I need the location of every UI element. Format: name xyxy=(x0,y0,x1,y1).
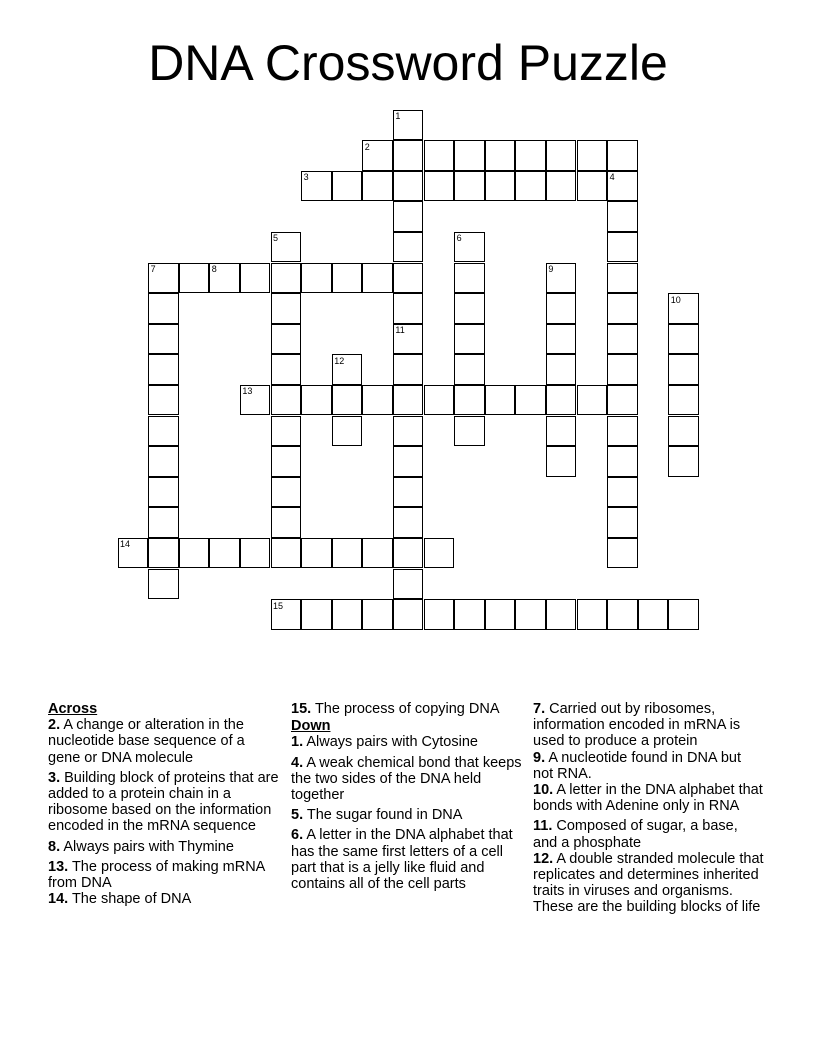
clue-across-2 xyxy=(48,717,280,766)
clue-text: Always pairs with Thymine xyxy=(63,838,234,855)
grid-cell[interactable] xyxy=(485,599,516,630)
grid-cell[interactable] xyxy=(148,416,179,447)
grid-cell[interactable] xyxy=(424,140,455,171)
grid-cell[interactable] xyxy=(393,477,424,508)
grid-cell[interactable] xyxy=(546,171,577,202)
clue-number-label: 2 xyxy=(364,141,370,152)
clue-text: A change or alteration in the nucleotide base sequence of a gene or DNA molecule xyxy=(48,717,245,766)
clue-down-12 xyxy=(533,851,765,916)
clue-number: 1. xyxy=(291,734,304,751)
grid-cell[interactable] xyxy=(546,354,577,385)
clue-across-13 xyxy=(48,859,280,891)
grid-cell[interactable] xyxy=(393,538,424,569)
clue-number-label: 13 xyxy=(242,386,253,397)
grid-cell[interactable] xyxy=(454,171,485,202)
grid-cell[interactable] xyxy=(179,538,210,569)
grid-cell[interactable] xyxy=(393,507,424,538)
grid-cell[interactable] xyxy=(515,385,546,416)
clue-number-label: 12 xyxy=(334,355,345,366)
grid-cell[interactable] xyxy=(393,140,424,171)
clue-number-label: 4 xyxy=(609,172,615,183)
clue-number-label: 5 xyxy=(273,233,279,244)
clue-number-label: 6 xyxy=(456,233,462,244)
clue-across-15 xyxy=(291,701,531,717)
grid-cell[interactable] xyxy=(148,324,179,355)
clue-number: 7. xyxy=(533,701,546,717)
grid-cell[interactable] xyxy=(148,446,179,477)
grid-cell[interactable] xyxy=(393,569,424,600)
grid-cell[interactable] xyxy=(209,538,240,569)
grid-cell[interactable] xyxy=(393,416,424,447)
grid-cell[interactable] xyxy=(424,538,455,569)
grid-cell[interactable] xyxy=(271,385,302,416)
grid-cell[interactable] xyxy=(148,293,179,324)
grid-cell[interactable] xyxy=(577,171,608,202)
grid-cell[interactable] xyxy=(485,140,516,171)
clue-text: Always pairs with Cytosine xyxy=(306,734,478,751)
grid-cell[interactable] xyxy=(271,446,302,477)
grid-cell[interactable] xyxy=(362,171,393,202)
grid-cell[interactable] xyxy=(301,385,332,416)
grid-cell[interactable] xyxy=(607,324,638,355)
clue-number: 5. xyxy=(291,807,304,824)
grid-cell[interactable] xyxy=(362,599,393,630)
clue-text: The process of copying DNA xyxy=(314,701,500,717)
clue-number-label: 14 xyxy=(120,539,131,550)
clue-number: 6. xyxy=(291,827,304,844)
grid-cell[interactable] xyxy=(515,599,546,630)
clue-number-label: 7 xyxy=(150,264,156,274)
grid-cell[interactable] xyxy=(546,140,577,171)
grid-cell[interactable] xyxy=(362,263,393,294)
grid-cell[interactable] xyxy=(301,263,332,294)
clue-text: The sugar found in DNA xyxy=(306,807,463,824)
grid-cell[interactable] xyxy=(393,232,424,263)
grid-cell[interactable] xyxy=(668,385,699,416)
clue-column-2 xyxy=(291,701,531,896)
grid-cell[interactable] xyxy=(271,416,302,447)
clue-text: Composed of sugar, a base, and a phosphate xyxy=(533,818,738,851)
grid-cell[interactable] xyxy=(454,293,485,324)
grid-cell[interactable] xyxy=(607,599,638,630)
grid-cell[interactable] xyxy=(148,385,179,416)
grid-cell[interactable] xyxy=(332,171,363,202)
clue-down-10 xyxy=(533,782,765,814)
clue-text: A letter in the DNA alphabet that has the same first letters of a cell part that is a jelly like fluid and contains all of the cell parts xyxy=(291,827,513,893)
clue-number-label: 10 xyxy=(670,294,681,305)
grid-cell[interactable] xyxy=(607,140,638,171)
grid-cell[interactable] xyxy=(515,171,546,202)
grid-cell[interactable] xyxy=(546,293,577,324)
grid-cell[interactable] xyxy=(546,446,577,477)
grid-cell[interactable] xyxy=(607,201,638,232)
grid-cell[interactable] xyxy=(301,538,332,569)
grid-cell[interactable] xyxy=(271,507,302,538)
clue-number: 13. xyxy=(48,858,69,875)
grid-cell[interactable] xyxy=(424,171,455,202)
grid-cell[interactable] xyxy=(393,446,424,477)
clue-text: Building block of proteins that are added to a protein chain in a ribosome based on the information encoded in the mRNA sequence xyxy=(48,769,279,835)
clue-down-5 xyxy=(291,807,531,823)
down-heading: Down xyxy=(291,718,331,735)
page-title: DNA Crossword Puzzle xyxy=(148,35,668,91)
grid-cell[interactable] xyxy=(577,140,608,171)
clue-down-1 xyxy=(291,734,531,750)
clue-number-label: 3 xyxy=(303,172,309,183)
clue-number-label: 1 xyxy=(395,111,401,121)
clue-across-14 xyxy=(48,891,280,907)
clue-number-label: 15 xyxy=(273,600,284,611)
clue-text: A letter in the DNA alphabet that bonds with Adenine only in RNA xyxy=(533,782,763,815)
grid-cell[interactable] xyxy=(607,293,638,324)
clue-number-label: 11 xyxy=(395,325,405,336)
clue-text: A weak chemical bond that keeps the two sides of the DNA held together xyxy=(291,754,522,804)
grid-cell[interactable] xyxy=(607,232,638,263)
clue-number: 12. xyxy=(533,850,554,867)
clue-text: The shape of DNA xyxy=(71,891,192,908)
clue-text: A double stranded molecule that replicates and determines inherited traits in viruses and organisms. These are the building blocks of life xyxy=(533,850,764,916)
grid-cell[interactable] xyxy=(546,385,577,416)
grid-cell[interactable] xyxy=(271,354,302,385)
clue-number: 9. xyxy=(533,749,546,766)
grid-cell[interactable] xyxy=(240,538,271,569)
grid-cell[interactable] xyxy=(577,599,608,630)
grid-cell[interactable] xyxy=(454,140,485,171)
grid-cell[interactable] xyxy=(607,385,638,416)
clue-across-3 xyxy=(48,770,280,835)
grid-cell[interactable] xyxy=(668,599,699,630)
grid-cell[interactable] xyxy=(332,599,363,630)
grid-cell[interactable] xyxy=(607,263,638,294)
grid-cell[interactable] xyxy=(393,263,424,294)
clue-number: 3. xyxy=(48,769,61,786)
grid-cell[interactable] xyxy=(393,201,424,232)
grid-cell[interactable] xyxy=(393,599,424,630)
clue-text: Carried out by ribosomes, information encoded in mRNA is used to produce a protein xyxy=(533,701,741,750)
grid-cell[interactable] xyxy=(271,477,302,508)
grid-cell[interactable] xyxy=(454,324,485,355)
clue-down-11 xyxy=(533,818,765,850)
grid-cell[interactable] xyxy=(393,385,424,416)
grid-cell[interactable] xyxy=(454,599,485,630)
clue-number-label: 8 xyxy=(211,264,217,274)
grid-cell[interactable] xyxy=(332,385,363,416)
grid-cell[interactable] xyxy=(362,538,393,569)
grid-cell[interactable] xyxy=(668,416,699,447)
grid-cell[interactable] xyxy=(546,599,577,630)
grid-cell[interactable] xyxy=(668,446,699,477)
grid-cell[interactable] xyxy=(607,538,638,569)
grid-cell[interactable] xyxy=(638,599,669,630)
clue-column-1 xyxy=(48,701,280,911)
grid-cell[interactable] xyxy=(546,416,577,447)
grid-cell[interactable] xyxy=(393,293,424,324)
grid-cell[interactable] xyxy=(607,354,638,385)
clue-down-4 xyxy=(291,755,531,804)
grid-cell[interactable] xyxy=(148,507,179,538)
grid-cell[interactable] xyxy=(271,263,302,294)
grid-cell[interactable] xyxy=(362,385,393,416)
clue-across-8 xyxy=(48,839,280,855)
grid-cell[interactable] xyxy=(424,385,455,416)
grid-cell[interactable] xyxy=(332,538,363,569)
grid-cell[interactable] xyxy=(393,171,424,202)
clue-down-7 xyxy=(533,701,765,750)
clue-number: 14. xyxy=(48,891,69,908)
grid-cell[interactable] xyxy=(454,385,485,416)
grid-cell[interactable] xyxy=(393,354,424,385)
clue-number: 4. xyxy=(291,754,304,771)
across-heading: Across xyxy=(48,701,98,717)
grid-cell[interactable] xyxy=(148,354,179,385)
grid-cell[interactable] xyxy=(148,538,179,569)
clue-number-label: 9 xyxy=(548,264,554,274)
grid-cell[interactable] xyxy=(454,416,485,447)
grid-cell[interactable] xyxy=(454,263,485,294)
clue-number: 15. xyxy=(291,701,312,717)
grid-cell[interactable] xyxy=(454,354,485,385)
clue-text: A nucleotide found in DNA but not RNA. xyxy=(533,749,741,782)
clue-number: 10. xyxy=(533,782,554,799)
clue-text: The process of making mRNA from DNA xyxy=(48,858,265,892)
grid-cell[interactable] xyxy=(179,263,210,294)
grid-cell[interactable] xyxy=(271,324,302,355)
grid-cell[interactable] xyxy=(607,477,638,508)
clue-number: 8. xyxy=(48,838,61,855)
grid-cell[interactable] xyxy=(271,293,302,324)
grid-cell[interactable] xyxy=(301,599,332,630)
grid-cell[interactable] xyxy=(424,599,455,630)
grid-cell[interactable] xyxy=(485,171,516,202)
grid-cell[interactable] xyxy=(515,140,546,171)
clue-number: 2. xyxy=(48,717,61,734)
grid-cell[interactable] xyxy=(148,569,179,600)
grid-cell[interactable] xyxy=(332,416,363,447)
clue-down-6 xyxy=(291,827,531,892)
grid-cell[interactable] xyxy=(668,354,699,385)
grid-cell[interactable] xyxy=(485,385,516,416)
grid-cell[interactable] xyxy=(607,507,638,538)
grid-cell[interactable] xyxy=(271,538,302,569)
grid-cell[interactable] xyxy=(577,385,608,416)
grid-cell[interactable] xyxy=(607,446,638,477)
grid-cell[interactable] xyxy=(546,324,577,355)
clue-number: 11. xyxy=(533,818,553,835)
clue-column-3 xyxy=(533,701,765,920)
grid-cell[interactable] xyxy=(240,263,271,294)
grid-cell[interactable] xyxy=(607,416,638,447)
grid-cell[interactable] xyxy=(668,324,699,355)
grid-cell[interactable] xyxy=(148,477,179,508)
grid-cell[interactable] xyxy=(332,263,363,294)
clue-down-9 xyxy=(533,750,765,782)
